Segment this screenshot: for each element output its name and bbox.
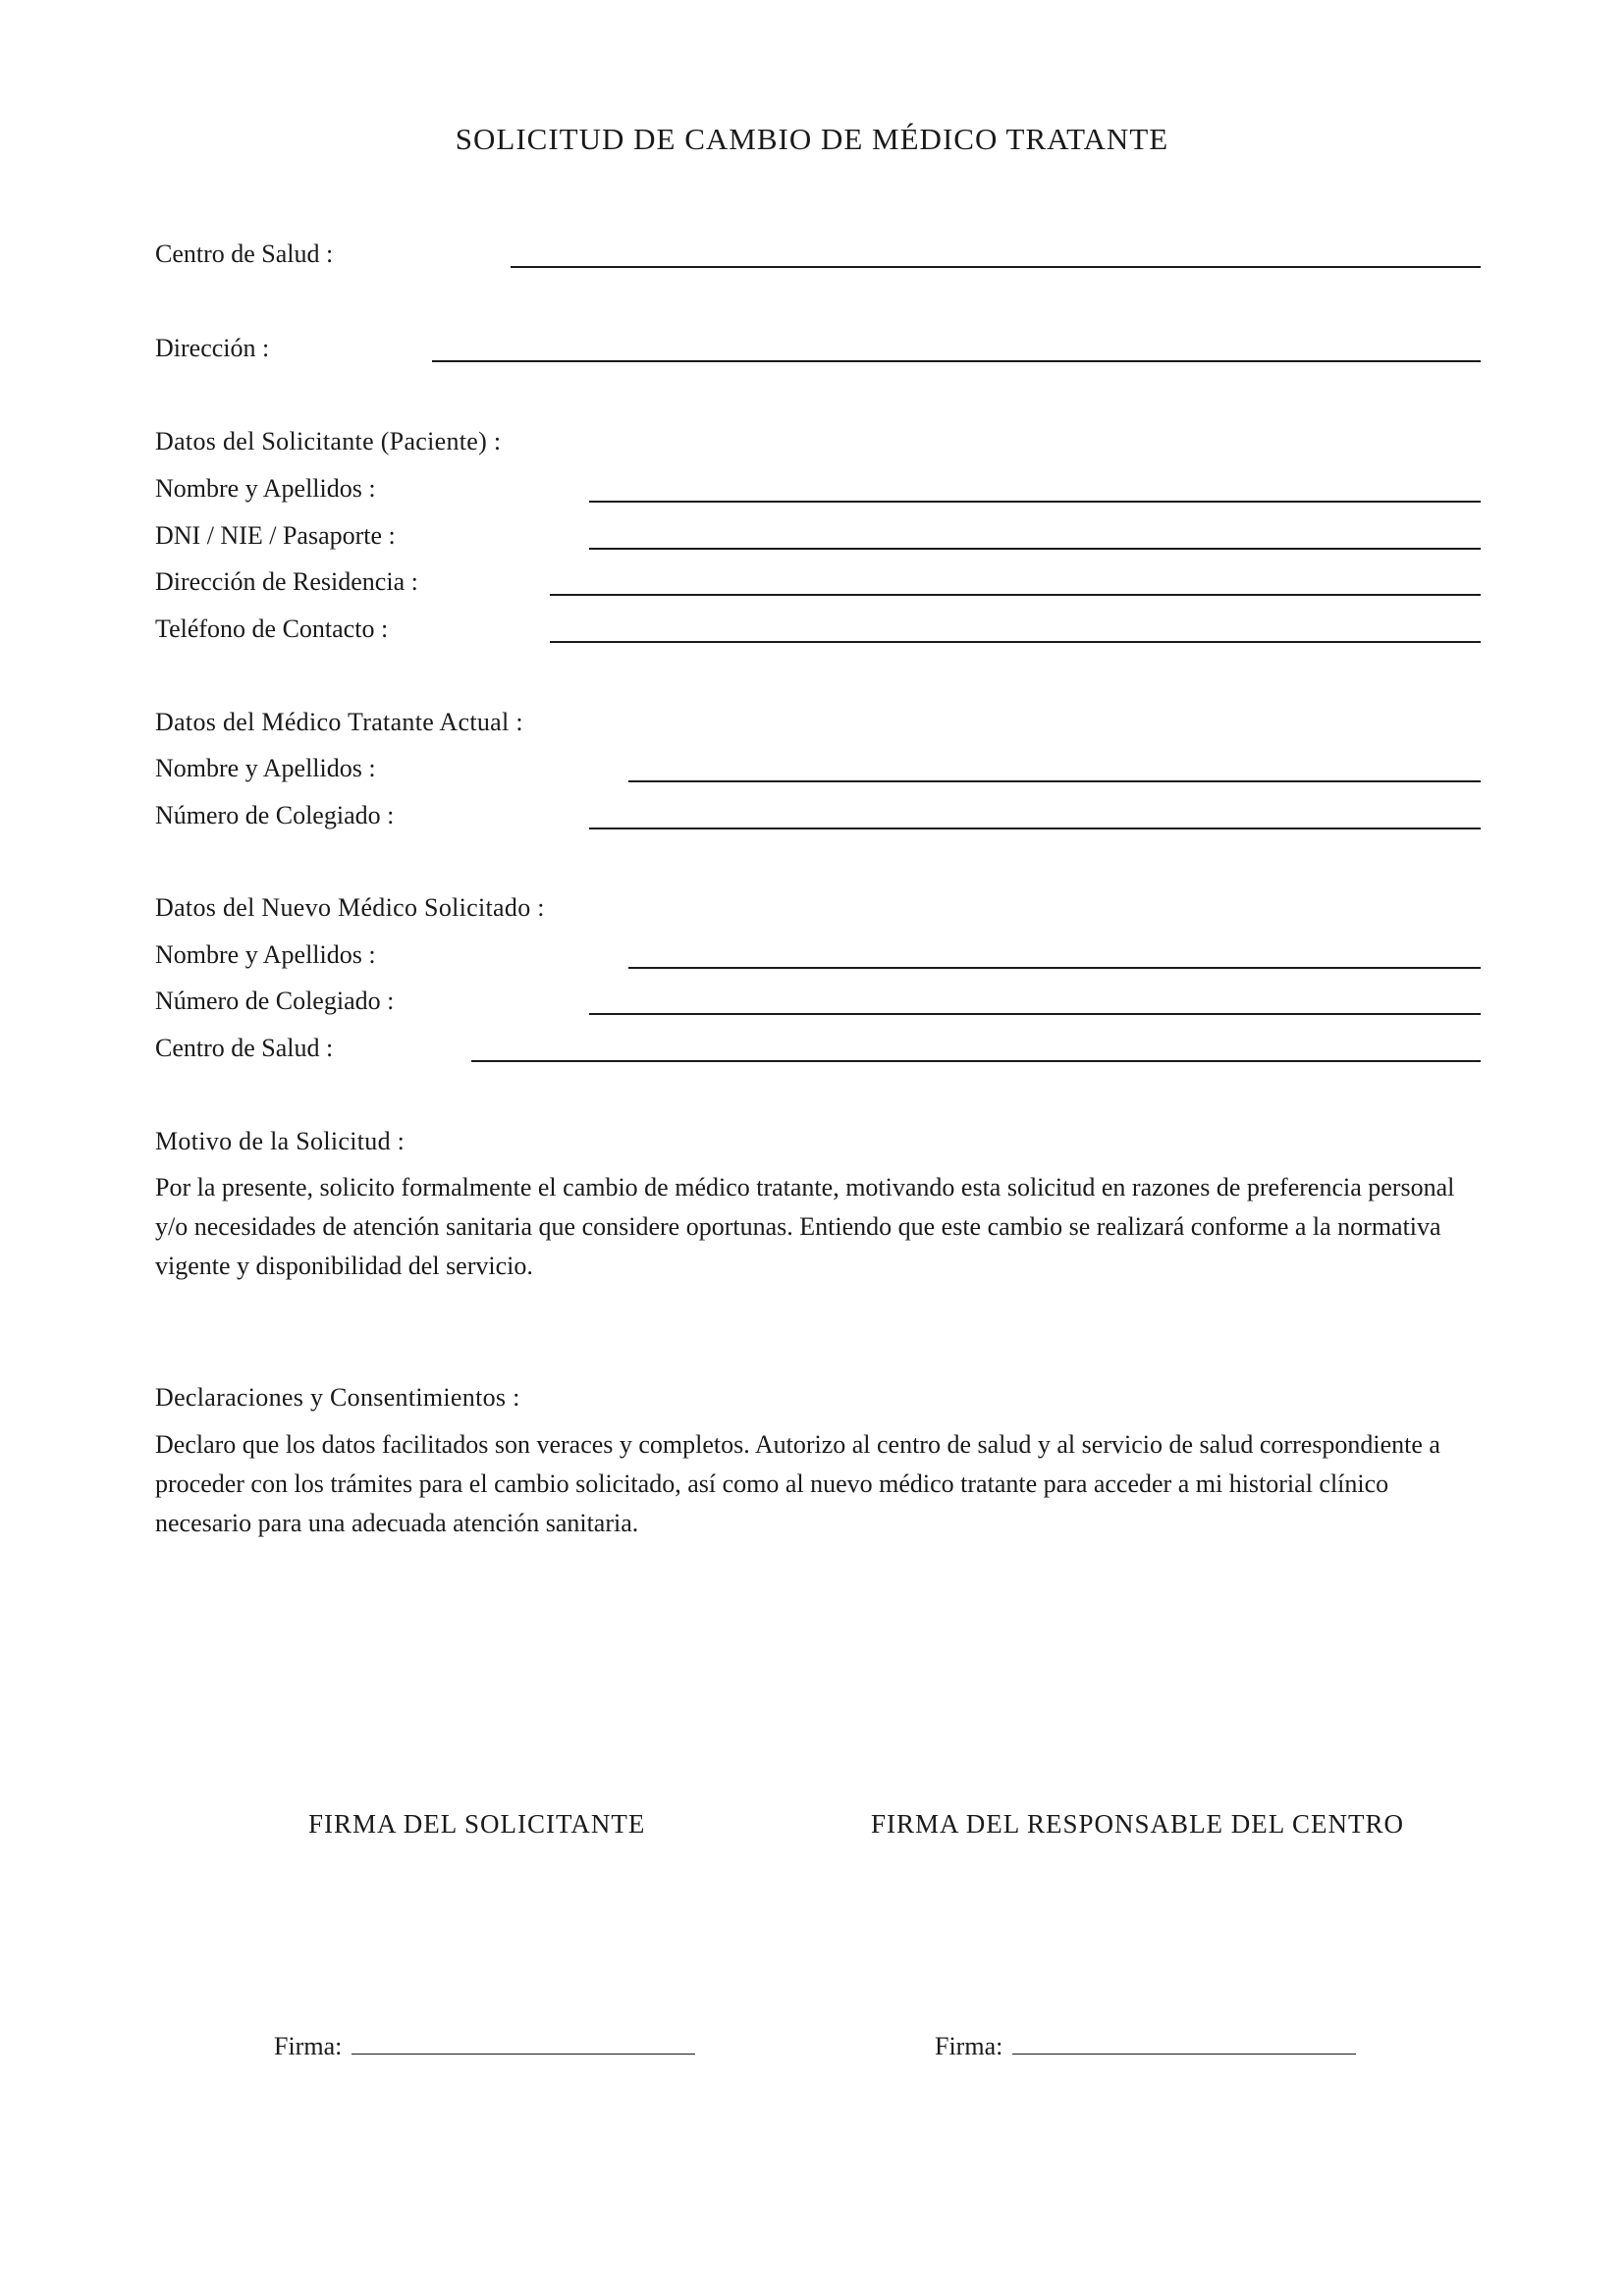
firma-responsable-field[interactable] (1012, 2030, 1356, 2055)
medico-actual-nombre-field[interactable] (628, 780, 1481, 782)
firma-solicitante-title: FIRMA DEL SOLICITANTE (308, 1809, 646, 1839)
solicitante-dni-row (155, 518, 1481, 558)
medico-nuevo-nombre-label: Nombre y Apellidos : (155, 940, 376, 969)
medico-nuevo-colegiado-row (155, 984, 1481, 1023)
medico-nuevo-colegiado-field[interactable] (589, 1013, 1481, 1015)
solicitante-nombre-field[interactable] (589, 501, 1481, 503)
medico-nuevo-nombre-row (155, 937, 1481, 977)
firma-responsable-label: Firma: (935, 2032, 1003, 2060)
medico-actual-colegiado-field[interactable] (589, 828, 1481, 829)
centro-salud-label: Centro de Salud : (155, 240, 334, 268)
solicitante-nombre-row (155, 471, 1481, 510)
firma-solicitante-field[interactable] (352, 2030, 695, 2055)
solicitante-heading: Datos del Solicitante (Paciente) : (155, 427, 502, 455)
solicitante-dni-field[interactable] (589, 548, 1481, 550)
medico-nuevo-heading: Datos del Nuevo Médico Solicitado : (155, 893, 545, 922)
medico-nuevo-centro-label: Centro de Salud : (155, 1034, 334, 1062)
solicitante-residencia-field[interactable] (550, 594, 1481, 596)
solicitante-telefono-field[interactable] (550, 641, 1481, 643)
direccion-label: Dirección : (155, 334, 270, 362)
solicitante-residencia-row (155, 564, 1481, 604)
medico-actual-colegiado-row (155, 798, 1481, 837)
firma-solicitante-line (274, 2030, 695, 2061)
solicitante-residencia-label: Dirección de Residencia : (155, 567, 418, 596)
declaraciones-text: Declaro que los datos facilitados son veraces y completos. Autorizo al centro de salud y al servicio de salud correspondiente a proceder con los trámites para el cambio solicitado, así como al nuevo médico tratante para acceder a mi historial clínico necesario para una adecuada atención sanitaria. (155, 1430, 1440, 1537)
page-title: SOLICITUD DE CAMBIO DE MÉDICO TRATANTE (455, 122, 1169, 156)
declaraciones-heading: Declaraciones y Consentimientos : (155, 1383, 520, 1412)
medico-actual-colegiado-label: Número de Colegiado : (155, 801, 395, 829)
motivo-heading: Motivo de la Solicitud : (155, 1127, 406, 1155)
medico-actual-nombre-label: Nombre y Apellidos : (155, 754, 376, 782)
motivo-text: Por la presente, solicito formalmente el cambio de médico tratante, motivando esta solicitud en razones de preferencia personal y/o necesidades de atención sanitaria que considere oportunas. Entiendo que este cambio se realizará conforme a la normativa vigente y disponibilidad del servicio. (155, 1173, 1455, 1280)
medico-actual-nombre-row (155, 751, 1481, 790)
solicitante-nombre-label: Nombre y Apellidos : (155, 474, 376, 503)
medico-nuevo-nombre-field[interactable] (628, 967, 1481, 969)
medico-nuevo-colegiado-label: Número de Colegiado : (155, 987, 395, 1015)
direccion-field[interactable] (432, 360, 1481, 362)
centro-salud-row (155, 237, 1481, 276)
centro-salud-field[interactable] (511, 266, 1481, 268)
medico-nuevo-centro-row (155, 1031, 1481, 1070)
firma-responsable-line (935, 2030, 1356, 2061)
direccion-row (155, 331, 1481, 370)
solicitante-telefono-label: Teléfono de Contacto : (155, 614, 389, 643)
firma-solicitante-label: Firma: (274, 2032, 343, 2060)
medico-nuevo-centro-field[interactable] (471, 1060, 1481, 1062)
solicitante-telefono-row (155, 612, 1481, 651)
firma-responsable-title: FIRMA DEL RESPONSABLE DEL CENTRO (871, 1809, 1405, 1839)
medico-actual-heading: Datos del Médico Tratante Actual : (155, 708, 523, 736)
solicitante-dni-label: DNI / NIE / Pasaporte : (155, 521, 396, 550)
